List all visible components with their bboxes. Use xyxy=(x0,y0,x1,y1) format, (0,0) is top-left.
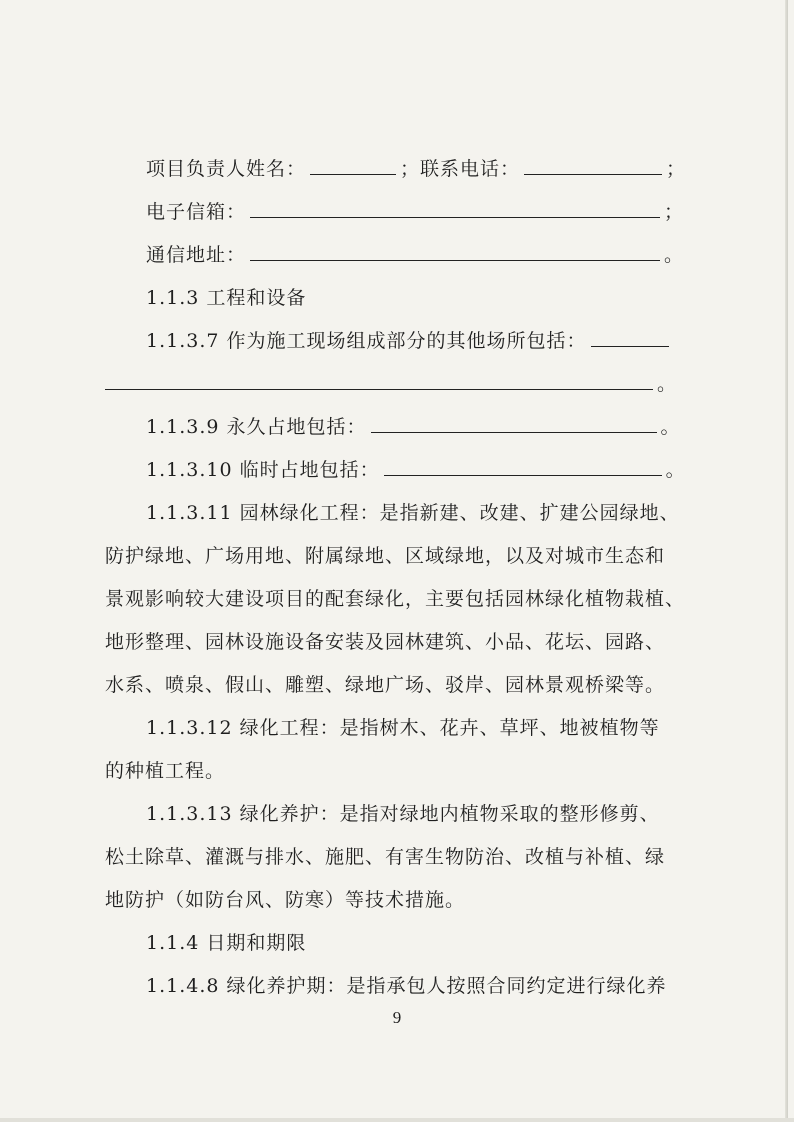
phone-blank xyxy=(524,156,662,175)
address-line xyxy=(146,242,685,268)
email-label: 电子信箱： xyxy=(146,201,247,223)
paragraph-line: 1.1.3.13 绿化养护：是指对绿地内植物采取的整形修剪、 xyxy=(146,803,660,825)
email-blank xyxy=(250,199,660,218)
email-line xyxy=(146,199,685,225)
page-edge xyxy=(785,0,788,1122)
clause-1137 xyxy=(146,328,675,354)
clause-1137-cont xyxy=(105,371,678,397)
paragraph-line: 地防护（如防台风、防寒）等技术措施。 xyxy=(105,889,466,911)
paragraph-line: 松土除草、灌溉与排水、施肥、有害生物防治、改植与补植、绿 xyxy=(105,846,666,868)
blank xyxy=(105,371,653,390)
paragraph-line: 地形整理、园林设施设备安装及园林建筑、小品、花坛、园路、 xyxy=(105,631,666,653)
paragraph-line: 1.1.4.8 绿化养护期：是指承包人按照合同约定进行绿化养 xyxy=(146,975,667,997)
paragraph-line: 1.1.3.11 园林绿化工程：是指新建、改建、扩建公园绿地、 xyxy=(146,502,680,524)
clause-text: 1.1.3.10 临时占地包括： xyxy=(146,459,380,481)
paragraph-line: 的种植工程。 xyxy=(105,760,226,782)
punct: 。 xyxy=(660,416,681,438)
clause-text: 1.1.3.9 永久占地包括： xyxy=(146,416,367,438)
punct: 。 xyxy=(657,373,678,395)
section-heading: 1.1.4 日期和期限 xyxy=(146,932,307,954)
page-number: 9 xyxy=(392,1008,402,1027)
clause-text: 1.1.3.7 作为施工现场组成部分的其他场所包括： xyxy=(146,330,587,352)
address-label: 通信地址： xyxy=(146,244,247,266)
punct: ； xyxy=(664,201,685,223)
blank xyxy=(591,328,669,347)
clause-1139 xyxy=(146,414,681,440)
address-blank xyxy=(250,242,660,261)
page-edge-bottom xyxy=(0,1118,794,1122)
paragraph-line: 1.1.3.12 绿化工程：是指树木、花卉、草坪、地被植物等 xyxy=(146,717,660,739)
manager-label: 项目负责人姓名： xyxy=(146,158,307,180)
paragraph-line: 防护绿地、广场用地、附属绿地、区域绿地，以及对城市生态和 xyxy=(105,545,666,567)
paragraph-line: 景观影响较大建设项目的配套绿化，主要包括园林绿化植物栽植、 xyxy=(105,588,686,610)
punct: 。 xyxy=(664,244,685,266)
blank xyxy=(384,457,662,476)
punct: 。 xyxy=(665,459,686,481)
paragraph-line: 水系、喷泉、假山、雕塑、绿地广场、驳岸、园林景观桥梁等。 xyxy=(105,674,666,696)
blank xyxy=(371,414,657,433)
manager-name-blank xyxy=(310,156,396,175)
phone-label: ；联系电话： xyxy=(400,158,521,180)
section-heading: 1.1.3 工程和设备 xyxy=(146,287,307,309)
clause-11310 xyxy=(146,457,686,483)
punct: ； xyxy=(666,158,687,180)
manager-phone-line xyxy=(146,156,687,182)
